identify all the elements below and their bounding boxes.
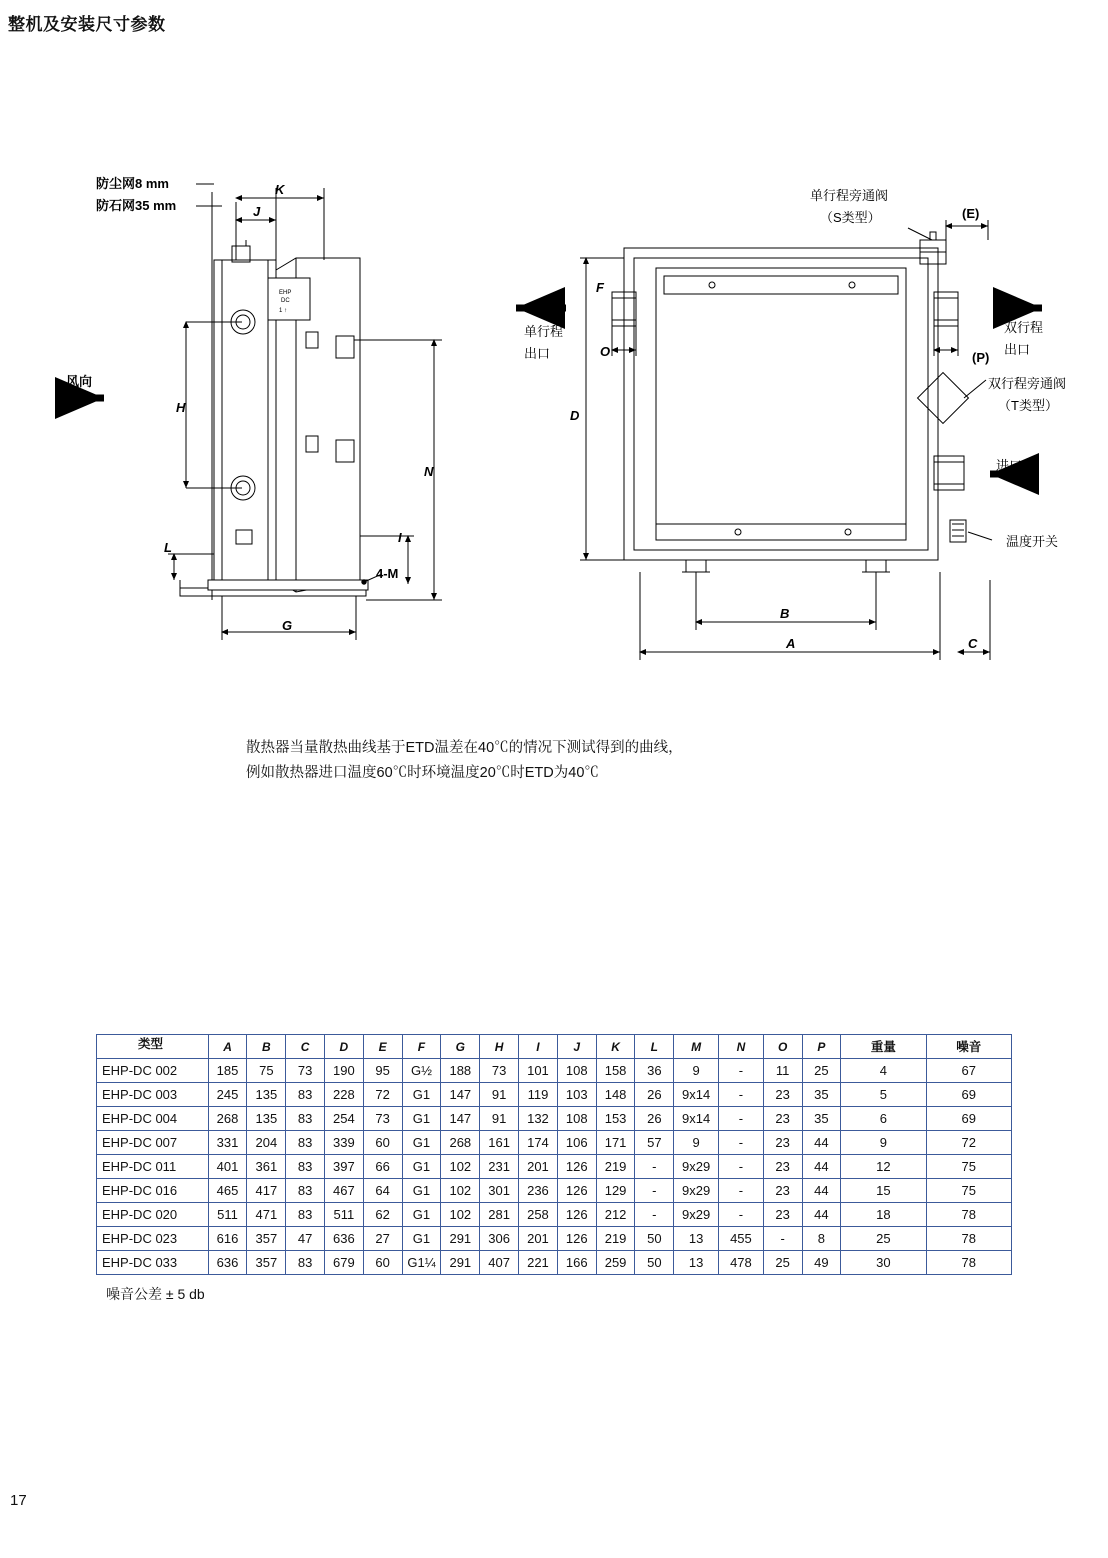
table-cell-N: 455: [719, 1227, 764, 1251]
label-temp-switch: 温度开关: [1006, 534, 1059, 549]
table-cell-B: 75: [247, 1059, 286, 1083]
label-I: I: [398, 530, 402, 545]
table-cell-H: 301: [480, 1179, 519, 1203]
table-cell-M: 9x14: [674, 1083, 719, 1107]
label-single-bypass: 单行程旁通阀: [810, 188, 889, 203]
svg-text:1 ↑: 1 ↑: [279, 308, 288, 314]
table-cell-L: 26: [635, 1083, 674, 1107]
label-C: C: [968, 636, 978, 651]
label-F: F: [596, 280, 604, 295]
table-cell-model: EHP-DC 023: [97, 1227, 209, 1251]
table-cell-D: 254: [324, 1107, 363, 1131]
table-cell-K: 129: [596, 1179, 635, 1203]
table-cell-J: 108: [557, 1107, 596, 1131]
table-cell-M: 9x29: [674, 1203, 719, 1227]
table-header-O: O: [763, 1035, 802, 1059]
table-cell-I: 174: [519, 1131, 558, 1155]
table-cell-L: -: [635, 1179, 674, 1203]
table-cell-P: 44: [802, 1203, 841, 1227]
label-J: J: [253, 204, 261, 219]
label-P: (P): [972, 350, 990, 365]
table-cell-K: 259: [596, 1251, 635, 1275]
table-header-M: M: [674, 1035, 719, 1059]
table-cell-weight: 25: [841, 1227, 926, 1251]
table-cell-F: G1: [402, 1131, 441, 1155]
table-cell-model: EHP-DC 002: [97, 1059, 209, 1083]
curve-note: [246, 736, 683, 785]
label-D: D: [570, 408, 580, 423]
label-dust-net: 防尘网8 mm: [96, 176, 169, 191]
label-4M: 4-M: [376, 566, 399, 581]
table-cell-A: 511: [208, 1203, 247, 1227]
table-header-E: E: [363, 1035, 402, 1059]
table-cell-C: 73: [286, 1059, 325, 1083]
table-cell-J: 106: [557, 1131, 596, 1155]
table-header-A: A: [208, 1035, 247, 1059]
page-number: 17: [10, 1492, 27, 1509]
table-cell-weight: 4: [841, 1059, 926, 1083]
table-cell-O: 23: [763, 1179, 802, 1203]
table-header-J: J: [557, 1035, 596, 1059]
table-cell-noise: 78: [926, 1227, 1011, 1251]
table-cell-D: 679: [324, 1251, 363, 1275]
label-B: B: [780, 606, 790, 621]
table-cell-model: EHP-DC 004: [97, 1107, 209, 1131]
table-cell-H: 306: [480, 1227, 519, 1251]
table-cell-A: 636: [208, 1251, 247, 1275]
table-cell-K: 212: [596, 1203, 635, 1227]
table-cell-E: 64: [363, 1179, 402, 1203]
table-cell-weight: 5: [841, 1083, 926, 1107]
table-cell-F: G1: [402, 1155, 441, 1179]
table-cell-H: 281: [480, 1203, 519, 1227]
table-cell-weight: 6: [841, 1107, 926, 1131]
label-double-outlet-2: 出口: [1004, 342, 1031, 357]
label-double-bypass: 双行程旁通阀: [988, 376, 1067, 391]
noise-tolerance: 噪音公差 ± 5 db: [106, 1286, 205, 1302]
table-cell-J: 126: [557, 1155, 596, 1179]
table-cell-H: 91: [480, 1083, 519, 1107]
table-cell-P: 8: [802, 1227, 841, 1251]
table-cell-N: -: [719, 1107, 764, 1131]
table-header-C: C: [286, 1035, 325, 1059]
table-row: [97, 1131, 1012, 1155]
table-header-N: N: [719, 1035, 764, 1059]
table-header-row: [97, 1035, 1012, 1059]
dimension-drawings: [0, 140, 1108, 700]
table-cell-noise: 75: [926, 1179, 1011, 1203]
table-cell-H: 161: [480, 1131, 519, 1155]
table-cell-E: 95: [363, 1059, 402, 1083]
table-header-D: D: [324, 1035, 363, 1059]
table-cell-F: G½: [402, 1059, 441, 1083]
label-single-outlet-1: 单行程: [524, 324, 564, 339]
table-cell-K: 219: [596, 1227, 635, 1251]
table-cell-A: 268: [208, 1107, 247, 1131]
table-cell-weight: 15: [841, 1179, 926, 1203]
page-title: 整机及安装尺寸参数: [8, 15, 166, 34]
label-wind-direction: 风向: [66, 374, 93, 389]
table-cell-A: 185: [208, 1059, 247, 1083]
label-single-outlet-2: 出口: [524, 346, 551, 361]
label-L: L: [164, 540, 172, 555]
table-cell-C: 83: [286, 1155, 325, 1179]
table-cell-weight: 9: [841, 1131, 926, 1155]
table-cell-E: 66: [363, 1155, 402, 1179]
table-cell-F: G1: [402, 1179, 441, 1203]
curve-note-line1: 散热器当量散热曲线基于ETD温差在40℃的情况下测试得到的曲线，: [246, 740, 683, 756]
table-cell-H: 231: [480, 1155, 519, 1179]
table-cell-B: 417: [247, 1179, 286, 1203]
table-cell-N: -: [719, 1059, 764, 1083]
table-cell-M: 13: [674, 1227, 719, 1251]
table-cell-C: 83: [286, 1107, 325, 1131]
table-cell-M: 9: [674, 1059, 719, 1083]
table-cell-P: 44: [802, 1131, 841, 1155]
table-cell-noise: 78: [926, 1203, 1011, 1227]
table-header-P: P: [802, 1035, 841, 1059]
table-cell-P: 35: [802, 1107, 841, 1131]
table-cell-O: 23: [763, 1155, 802, 1179]
table-header-B: B: [247, 1035, 286, 1059]
table-cell-D: 636: [324, 1227, 363, 1251]
table-cell-L: 57: [635, 1131, 674, 1155]
table-cell-K: 158: [596, 1059, 635, 1083]
table-cell-J: 126: [557, 1203, 596, 1227]
label-single-bypass-type: （S类型）: [820, 210, 881, 225]
table-cell-D: 397: [324, 1155, 363, 1179]
table-cell-J: 166: [557, 1251, 596, 1275]
table-cell-model: EHP-DC 033: [97, 1251, 209, 1275]
table-cell-G: 291: [441, 1251, 480, 1275]
table-row: [97, 1203, 1012, 1227]
table-cell-A: 331: [208, 1131, 247, 1155]
label-stone-net: 防石网35 mm: [96, 198, 177, 213]
table-cell-B: 471: [247, 1203, 286, 1227]
table-cell-noise: 75: [926, 1155, 1011, 1179]
table-cell-L: 36: [635, 1059, 674, 1083]
table-header-G: G: [441, 1035, 480, 1059]
table-cell-A: 465: [208, 1179, 247, 1203]
table-header-F: F: [402, 1035, 441, 1059]
table-cell-N: -: [719, 1131, 764, 1155]
table-cell-P: 44: [802, 1155, 841, 1179]
table-cell-model: EHP-DC 003: [97, 1083, 209, 1107]
label-E: (E): [962, 206, 980, 221]
table-cell-B: 135: [247, 1083, 286, 1107]
table-cell-B: 357: [247, 1227, 286, 1251]
table-cell-A: 245: [208, 1083, 247, 1107]
table-cell-N: -: [719, 1083, 764, 1107]
table-cell-G: 102: [441, 1179, 480, 1203]
table-row: [97, 1083, 1012, 1107]
table-header-weight: 重量: [841, 1035, 926, 1059]
table-row: [97, 1251, 1012, 1275]
label-double-outlet-1: 双行程: [1004, 320, 1044, 335]
table-cell-A: 401: [208, 1155, 247, 1179]
table-cell-H: 91: [480, 1107, 519, 1131]
svg-text:EHP: EHP: [279, 290, 292, 296]
table-cell-noise: 72: [926, 1131, 1011, 1155]
table-cell-noise: 69: [926, 1107, 1011, 1131]
table-cell-I: 258: [519, 1203, 558, 1227]
table-cell-P: 35: [802, 1083, 841, 1107]
table-header-noise: 噪音: [926, 1035, 1011, 1059]
table-cell-C: 47: [286, 1227, 325, 1251]
label-inlet: 进口: [996, 458, 1023, 473]
table-cell-E: 60: [363, 1131, 402, 1155]
table-cell-C: 83: [286, 1131, 325, 1155]
table-cell-G: 147: [441, 1083, 480, 1107]
table-cell-C: 83: [286, 1251, 325, 1275]
table-cell-weight: 18: [841, 1203, 926, 1227]
table-cell-G: 147: [441, 1107, 480, 1131]
table-row: [97, 1155, 1012, 1179]
table-cell-E: 73: [363, 1107, 402, 1131]
table-header-L: L: [635, 1035, 674, 1059]
table-cell-B: 204: [247, 1131, 286, 1155]
table-header-model-label: 类型: [138, 1036, 164, 1051]
table-cell-J: 126: [557, 1227, 596, 1251]
spec-table: [96, 1034, 1012, 1275]
table-cell-B: 357: [247, 1251, 286, 1275]
table-row: [97, 1227, 1012, 1251]
table-cell-I: 201: [519, 1227, 558, 1251]
table-cell-E: 62: [363, 1203, 402, 1227]
table-cell-L: -: [635, 1203, 674, 1227]
table-cell-O: 11: [763, 1059, 802, 1083]
table-cell-P: 25: [802, 1059, 841, 1083]
table-cell-J: 108: [557, 1059, 596, 1083]
table-cell-H: 73: [480, 1059, 519, 1083]
table-cell-I: 236: [519, 1179, 558, 1203]
table-cell-E: 72: [363, 1083, 402, 1107]
table-cell-C: 83: [286, 1203, 325, 1227]
table-cell-F: G1: [402, 1227, 441, 1251]
table-cell-I: 221: [519, 1251, 558, 1275]
table-cell-D: 467: [324, 1179, 363, 1203]
table-header-H: H: [480, 1035, 519, 1059]
table-cell-M: 9x14: [674, 1107, 719, 1131]
table-header-K: K: [596, 1035, 635, 1059]
table-cell-D: 228: [324, 1083, 363, 1107]
label-O: O: [600, 344, 611, 359]
table-cell-N: -: [719, 1155, 764, 1179]
table-cell-H: 407: [480, 1251, 519, 1275]
table-cell-F: G1: [402, 1083, 441, 1107]
table-row: [97, 1107, 1012, 1131]
label-N: N: [424, 464, 434, 479]
table-cell-J: 126: [557, 1179, 596, 1203]
spec-table-wrapper: [96, 1034, 1012, 1275]
curve-note-line2: 例如散热器进口温度60℃时环境温度20℃时ETD为40℃: [246, 764, 599, 781]
table-cell-G: 102: [441, 1155, 480, 1179]
table-cell-M: 9: [674, 1131, 719, 1155]
table-cell-F: G1: [402, 1107, 441, 1131]
table-cell-C: 83: [286, 1179, 325, 1203]
table-row: [97, 1059, 1012, 1083]
table-cell-D: 511: [324, 1203, 363, 1227]
label-H: H: [176, 400, 186, 415]
table-cell-I: 119: [519, 1083, 558, 1107]
table-cell-B: 361: [247, 1155, 286, 1179]
table-cell-G: 188: [441, 1059, 480, 1083]
table-cell-L: 26: [635, 1107, 674, 1131]
table-cell-A: 616: [208, 1227, 247, 1251]
table-cell-O: -: [763, 1227, 802, 1251]
table-cell-P: 44: [802, 1179, 841, 1203]
table-cell-G: 102: [441, 1203, 480, 1227]
table-cell-O: 23: [763, 1203, 802, 1227]
table-cell-M: 9x29: [674, 1155, 719, 1179]
table-cell-E: 27: [363, 1227, 402, 1251]
table-cell-K: 219: [596, 1155, 635, 1179]
table-cell-G: 268: [441, 1131, 480, 1155]
svg-text:DC: DC: [281, 298, 290, 304]
table-cell-O: 23: [763, 1107, 802, 1131]
table-cell-K: 148: [596, 1083, 635, 1107]
table-cell-noise: 69: [926, 1083, 1011, 1107]
table-cell-noise: 67: [926, 1059, 1011, 1083]
table-cell-model: EHP-DC 007: [97, 1131, 209, 1155]
table-cell-model: EHP-DC 011: [97, 1155, 209, 1179]
table-cell-E: 60: [363, 1251, 402, 1275]
table-cell-I: 132: [519, 1107, 558, 1131]
table-cell-L: 50: [635, 1227, 674, 1251]
table-cell-P: 49: [802, 1251, 841, 1275]
table-cell-noise: 78: [926, 1251, 1011, 1275]
table-cell-model: EHP-DC 020: [97, 1203, 209, 1227]
table-cell-M: 9x29: [674, 1179, 719, 1203]
table-cell-weight: 12: [841, 1155, 926, 1179]
table-cell-O: 23: [763, 1083, 802, 1107]
table-row: [97, 1179, 1012, 1203]
table-cell-N: -: [719, 1179, 764, 1203]
table-cell-N: 478: [719, 1251, 764, 1275]
table-cell-C: 83: [286, 1083, 325, 1107]
table-header-model: [97, 1035, 209, 1059]
table-cell-J: 103: [557, 1083, 596, 1107]
table-cell-O: 23: [763, 1131, 802, 1155]
table-cell-model: EHP-DC 016: [97, 1179, 209, 1203]
label-K: K: [275, 182, 285, 197]
table-cell-G: 291: [441, 1227, 480, 1251]
table-header-I: I: [519, 1035, 558, 1059]
label-double-bypass-type: （T类型）: [998, 398, 1058, 413]
table-cell-N: -: [719, 1203, 764, 1227]
table-cell-M: 13: [674, 1251, 719, 1275]
table-cell-O: 25: [763, 1251, 802, 1275]
table-cell-I: 201: [519, 1155, 558, 1179]
table-cell-weight: 30: [841, 1251, 926, 1275]
label-G: G: [282, 618, 293, 633]
table-cell-K: 171: [596, 1131, 635, 1155]
label-A: A: [786, 636, 796, 651]
table-cell-K: 153: [596, 1107, 635, 1131]
table-cell-L: -: [635, 1155, 674, 1179]
table-cell-D: 339: [324, 1131, 363, 1155]
table-cell-L: 50: [635, 1251, 674, 1275]
table-cell-I: 101: [519, 1059, 558, 1083]
table-cell-D: 190: [324, 1059, 363, 1083]
table-cell-B: 135: [247, 1107, 286, 1131]
table-cell-F: G1: [402, 1203, 441, 1227]
table-cell-F: G1¼: [402, 1251, 441, 1275]
